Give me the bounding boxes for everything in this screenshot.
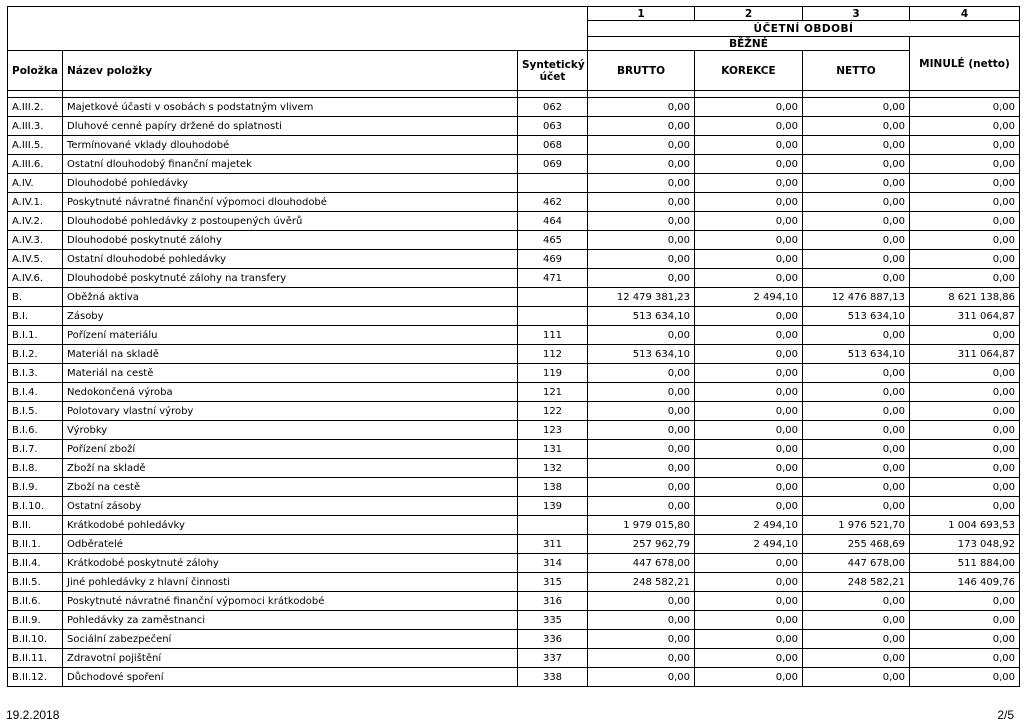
item-name: Materiál na skladě [63, 345, 518, 364]
account-number [518, 288, 588, 307]
account-number: 338 [518, 668, 588, 687]
item-code: A.III.3. [8, 117, 63, 136]
gap-cell [588, 91, 695, 98]
account-number: 471 [518, 269, 588, 288]
previous-value: 0,00 [910, 98, 1020, 117]
brutto-value: 0,00 [588, 478, 695, 497]
previous-value: 0,00 [910, 364, 1020, 383]
brutto-value: 257 962,79 [588, 535, 695, 554]
brutto-value: 0,00 [588, 174, 695, 193]
item-code: B.I.3. [8, 364, 63, 383]
item-code-header: Položka [8, 51, 63, 91]
netto-value: 0,00 [803, 668, 910, 687]
netto-value: 12 476 887,13 [803, 288, 910, 307]
balance-sheet-table [7, 6, 1020, 687]
item-name: Ostatní zásoby [63, 497, 518, 516]
previous-value: 0,00 [910, 383, 1020, 402]
brutto-value: 0,00 [588, 383, 695, 402]
item-code: B.I.7. [8, 440, 63, 459]
item-name: Pořízení zboží [63, 440, 518, 459]
previous-value: 0,00 [910, 326, 1020, 345]
item-code: B.II.10. [8, 630, 63, 649]
column-number-2: 2 [695, 7, 803, 21]
account-number: 111 [518, 326, 588, 345]
netto-value: 0,00 [803, 98, 910, 117]
item-code: B.I. [8, 307, 63, 326]
brutto-value: 513 634,10 [588, 307, 695, 326]
account-number [518, 174, 588, 193]
korekce-value: 0,00 [695, 98, 803, 117]
brutto-value: 0,00 [588, 630, 695, 649]
korekce-value: 0,00 [695, 649, 803, 668]
table-row [8, 497, 1020, 516]
table-body [8, 98, 1020, 687]
account-number: 069 [518, 155, 588, 174]
brutto-value: 0,00 [588, 592, 695, 611]
korekce-value: 2 494,10 [695, 288, 803, 307]
item-code: A.III.2. [8, 98, 63, 117]
item-name: Termínované vklady dlouhodobé [63, 136, 518, 155]
brutto-value: 248 582,21 [588, 573, 695, 592]
table-row [8, 478, 1020, 497]
brutto-value: 0,00 [588, 402, 695, 421]
item-name: Krátkodobé poskytnuté zálohy [63, 554, 518, 573]
item-code: B.II.6. [8, 592, 63, 611]
previous-value: 8 621 138,86 [910, 288, 1020, 307]
korekce-value: 0,00 [695, 402, 803, 421]
account-number: 119 [518, 364, 588, 383]
column-number-1: 1 [588, 7, 695, 21]
account-number: 335 [518, 611, 588, 630]
previous-value: 0,00 [910, 155, 1020, 174]
account-number: 311 [518, 535, 588, 554]
brutto-value: 0,00 [588, 269, 695, 288]
item-name: Majetkové účasti v osobách s podstatným vlivem [63, 98, 518, 117]
brutto-value: 0,00 [588, 155, 695, 174]
netto-value: 447 678,00 [803, 554, 910, 573]
gap-cell [910, 91, 1020, 98]
brutto-value: 0,00 [588, 421, 695, 440]
previous-value: 0,00 [910, 592, 1020, 611]
previous-value: 0,00 [910, 231, 1020, 250]
item-name: Odběratelé [63, 535, 518, 554]
previous-value: 0,00 [910, 250, 1020, 269]
korekce-value: 0,00 [695, 326, 803, 345]
item-name: Zásoby [63, 307, 518, 326]
account-number: 121 [518, 383, 588, 402]
item-name: Polotovary vlastní výroby [63, 402, 518, 421]
item-name: Pořízení materiálu [63, 326, 518, 345]
item-name-header: Název položky [63, 51, 518, 91]
brutto-value: 0,00 [588, 117, 695, 136]
gap-cell [8, 91, 63, 98]
gap-cell [695, 91, 803, 98]
korekce-value: 0,00 [695, 668, 803, 687]
item-code: A.IV.2. [8, 212, 63, 231]
item-code: B.II.9. [8, 611, 63, 630]
item-name: Zboží na skladě [63, 459, 518, 478]
previous-value: 0,00 [910, 478, 1020, 497]
brutto-value: 0,00 [588, 231, 695, 250]
previous-value: 0,00 [910, 117, 1020, 136]
account-number: 131 [518, 440, 588, 459]
previous-value: 173 048,92 [910, 535, 1020, 554]
item-code: B.II.12. [8, 668, 63, 687]
column-number-4: 4 [910, 7, 1020, 21]
item-name: Dlouhodobé pohledávky [63, 174, 518, 193]
previous-value: 0,00 [910, 497, 1020, 516]
item-code: B.II.1. [8, 535, 63, 554]
item-name: Materiál na cestě [63, 364, 518, 383]
table-row [8, 554, 1020, 573]
item-name: Výrobky [63, 421, 518, 440]
table-row [8, 345, 1020, 364]
column-number-3: 3 [803, 7, 910, 21]
item-code: A.IV.3. [8, 231, 63, 250]
table-row [8, 383, 1020, 402]
previous-value: 0,00 [910, 459, 1020, 478]
netto-value: 0,00 [803, 497, 910, 516]
item-code: B.II.4. [8, 554, 63, 573]
item-code: B.II. [8, 516, 63, 535]
item-name: Dlouhodobé poskytnuté zálohy [63, 231, 518, 250]
header-blank [8, 7, 588, 51]
korekce-value: 0,00 [695, 155, 803, 174]
table-row [8, 649, 1020, 668]
account-number: 462 [518, 193, 588, 212]
table-row [8, 573, 1020, 592]
korekce-value: 0,00 [695, 231, 803, 250]
netto-value: 0,00 [803, 478, 910, 497]
table-row [8, 440, 1020, 459]
item-code: A.IV.6. [8, 269, 63, 288]
brutto-value: 0,00 [588, 193, 695, 212]
account-number: 062 [518, 98, 588, 117]
table-row [8, 155, 1020, 174]
table-row [8, 459, 1020, 478]
header-gap [8, 91, 1020, 98]
brutto-value: 0,00 [588, 497, 695, 516]
previous-value: 0,00 [910, 193, 1020, 212]
netto-value: 513 634,10 [803, 345, 910, 364]
previous-value: 511 884,00 [910, 554, 1020, 573]
item-name: Pohledávky za zaměstnanci [63, 611, 518, 630]
item-code: B.I.5. [8, 402, 63, 421]
brutto-value: 447 678,00 [588, 554, 695, 573]
korekce-header: KOREKCE [695, 51, 803, 91]
item-name: Zboží na cestě [63, 478, 518, 497]
table-row [8, 421, 1020, 440]
gap-cell [803, 91, 910, 98]
item-name: Jiné pohledávky z hlavní činnosti [63, 573, 518, 592]
previous-value: 0,00 [910, 212, 1020, 231]
previous-value: 0,00 [910, 440, 1020, 459]
item-code: B.I.1. [8, 326, 63, 345]
brutto-value: 0,00 [588, 364, 695, 383]
netto-value: 0,00 [803, 402, 910, 421]
brutto-value: 0,00 [588, 136, 695, 155]
account-number: 314 [518, 554, 588, 573]
korekce-value: 0,00 [695, 554, 803, 573]
korekce-value: 0,00 [695, 383, 803, 402]
table-row [8, 212, 1020, 231]
item-code: B.I.6. [8, 421, 63, 440]
item-code: B.I.4. [8, 383, 63, 402]
brutto-value: 0,00 [588, 459, 695, 478]
item-name: Oběžná aktiva [63, 288, 518, 307]
netto-value: 0,00 [803, 611, 910, 630]
item-name: Ostatní dlouhodobý finanční majetek [63, 155, 518, 174]
table-row [8, 269, 1020, 288]
account-number: 068 [518, 136, 588, 155]
brutto-value: 1 979 015,80 [588, 516, 695, 535]
korekce-value: 0,00 [695, 440, 803, 459]
netto-value: 0,00 [803, 364, 910, 383]
netto-value: 0,00 [803, 117, 910, 136]
previous-value: 0,00 [910, 421, 1020, 440]
netto-value: 0,00 [803, 592, 910, 611]
previous-value: 0,00 [910, 649, 1020, 668]
brutto-value: 0,00 [588, 250, 695, 269]
netto-value: 0,00 [803, 421, 910, 440]
item-name: Krátkodobé pohledávky [63, 516, 518, 535]
account-number: 316 [518, 592, 588, 611]
account-number: 138 [518, 478, 588, 497]
previous-value: 311 064,87 [910, 345, 1020, 364]
korekce-value: 0,00 [695, 193, 803, 212]
netto-value: 248 582,21 [803, 573, 910, 592]
netto-value: 0,00 [803, 136, 910, 155]
table-row [8, 364, 1020, 383]
netto-value: 255 468,69 [803, 535, 910, 554]
item-name: Dluhové cenné papíry držené do splatnosti [63, 117, 518, 136]
netto-value: 0,00 [803, 174, 910, 193]
korekce-value: 0,00 [695, 630, 803, 649]
table-row [8, 535, 1020, 554]
brutto-value: 513 634,10 [588, 345, 695, 364]
account-number: 112 [518, 345, 588, 364]
item-name: Poskytnuté návratné finanční výpomoci krátkodobé [63, 592, 518, 611]
korekce-value: 0,00 [695, 592, 803, 611]
account-number: 336 [518, 630, 588, 649]
previous-value: 0,00 [910, 174, 1020, 193]
item-code: A.IV. [8, 174, 63, 193]
previous-value: 0,00 [910, 630, 1020, 649]
item-code: A.IV.1. [8, 193, 63, 212]
korekce-value: 0,00 [695, 459, 803, 478]
page-number: 2/5 [997, 708, 1014, 722]
korekce-value: 0,00 [695, 136, 803, 155]
netto-value: 0,00 [803, 440, 910, 459]
brutto-value: 0,00 [588, 440, 695, 459]
table-row [8, 611, 1020, 630]
item-code: B.I.8. [8, 459, 63, 478]
item-name: Důchodové spoření [63, 668, 518, 687]
netto-header: NETTO [803, 51, 910, 91]
account-number: 122 [518, 402, 588, 421]
brutto-value: 0,00 [588, 668, 695, 687]
previous-value: 311 064,87 [910, 307, 1020, 326]
table-row [8, 307, 1020, 326]
item-name: Zdravotní pojištění [63, 649, 518, 668]
netto-value: 0,00 [803, 155, 910, 174]
account-number: 337 [518, 649, 588, 668]
table-row [8, 231, 1020, 250]
netto-value: 513 634,10 [803, 307, 910, 326]
footer-date: 19.2.2018 [6, 708, 60, 722]
korekce-value: 0,00 [695, 174, 803, 193]
korekce-value: 0,00 [695, 117, 803, 136]
korekce-value: 0,00 [695, 307, 803, 326]
previous-period-header: MINULÉ (netto) [910, 37, 1020, 91]
netto-value: 0,00 [803, 383, 910, 402]
account-number: 123 [518, 421, 588, 440]
item-name: Ostatní dlouhodobé pohledávky [63, 250, 518, 269]
account-number: 132 [518, 459, 588, 478]
previous-value: 0,00 [910, 668, 1020, 687]
period-label: ÚČETNÍ OBDOBÍ [588, 21, 1020, 37]
netto-value: 1 976 521,70 [803, 516, 910, 535]
account-number: 464 [518, 212, 588, 231]
korekce-value: 0,00 [695, 421, 803, 440]
brutto-header: BRUTTO [588, 51, 695, 91]
account-number [518, 307, 588, 326]
korekce-value: 0,00 [695, 611, 803, 630]
korekce-value: 0,00 [695, 497, 803, 516]
korekce-value: 0,00 [695, 345, 803, 364]
netto-value: 0,00 [803, 459, 910, 478]
item-name: Nedokončená výroba [63, 383, 518, 402]
netto-value: 0,00 [803, 630, 910, 649]
table-row [8, 402, 1020, 421]
netto-value: 0,00 [803, 250, 910, 269]
korekce-value: 0,00 [695, 573, 803, 592]
gap-cell [518, 91, 588, 98]
item-code: B.II.5. [8, 573, 63, 592]
table-row [8, 630, 1020, 649]
brutto-value: 0,00 [588, 611, 695, 630]
column-header-row [8, 51, 1020, 91]
item-code: A.III.6. [8, 155, 63, 174]
brutto-value: 12 479 381,23 [588, 288, 695, 307]
account-number: 139 [518, 497, 588, 516]
netto-value: 0,00 [803, 193, 910, 212]
account-header: Syntetický účet [518, 51, 588, 91]
item-code: A.IV.5. [8, 250, 63, 269]
brutto-value: 0,00 [588, 212, 695, 231]
item-name: Dlouhodobé pohledávky z postoupených úvěrů [63, 212, 518, 231]
item-code: B.I.2. [8, 345, 63, 364]
item-name: Sociální zabezpečení [63, 630, 518, 649]
korekce-value: 0,00 [695, 269, 803, 288]
account-number: 469 [518, 250, 588, 269]
table-row [8, 117, 1020, 136]
table-row [8, 326, 1020, 345]
previous-value: 0,00 [910, 269, 1020, 288]
table-row [8, 250, 1020, 269]
netto-value: 0,00 [803, 231, 910, 250]
table-row [8, 193, 1020, 212]
current-period-label: BĚŽNÉ [588, 37, 910, 51]
item-code: B.I.9. [8, 478, 63, 497]
item-name: Dlouhodobé poskytnuté zálohy na transfery [63, 269, 518, 288]
brutto-value: 0,00 [588, 649, 695, 668]
netto-value: 0,00 [803, 649, 910, 668]
gap-cell [63, 91, 518, 98]
table-row [8, 668, 1020, 687]
table-row [8, 174, 1020, 193]
account-number [518, 516, 588, 535]
column-number-row [8, 7, 1020, 21]
table-row [8, 136, 1020, 155]
account-number: 063 [518, 117, 588, 136]
korekce-value: 0,00 [695, 364, 803, 383]
account-number: 315 [518, 573, 588, 592]
item-name: Poskytnuté návratné finanční výpomoci dlouhodobé [63, 193, 518, 212]
korekce-value: 0,00 [695, 478, 803, 497]
item-code: A.III.5. [8, 136, 63, 155]
brutto-value: 0,00 [588, 326, 695, 345]
table-row [8, 98, 1020, 117]
table-row [8, 288, 1020, 307]
item-code: B.I.10. [8, 497, 63, 516]
brutto-value: 0,00 [588, 98, 695, 117]
korekce-value: 2 494,10 [695, 516, 803, 535]
previous-value: 1 004 693,53 [910, 516, 1020, 535]
previous-value: 146 409,76 [910, 573, 1020, 592]
previous-value: 0,00 [910, 611, 1020, 630]
previous-value: 0,00 [910, 136, 1020, 155]
korekce-value: 2 494,10 [695, 535, 803, 554]
netto-value: 0,00 [803, 326, 910, 345]
item-code: B. [8, 288, 63, 307]
table-row [8, 516, 1020, 535]
korekce-value: 0,00 [695, 250, 803, 269]
account-number: 465 [518, 231, 588, 250]
previous-value: 0,00 [910, 402, 1020, 421]
korekce-value: 0,00 [695, 212, 803, 231]
netto-value: 0,00 [803, 212, 910, 231]
item-code: B.II.11. [8, 649, 63, 668]
table-row [8, 592, 1020, 611]
netto-value: 0,00 [803, 269, 910, 288]
